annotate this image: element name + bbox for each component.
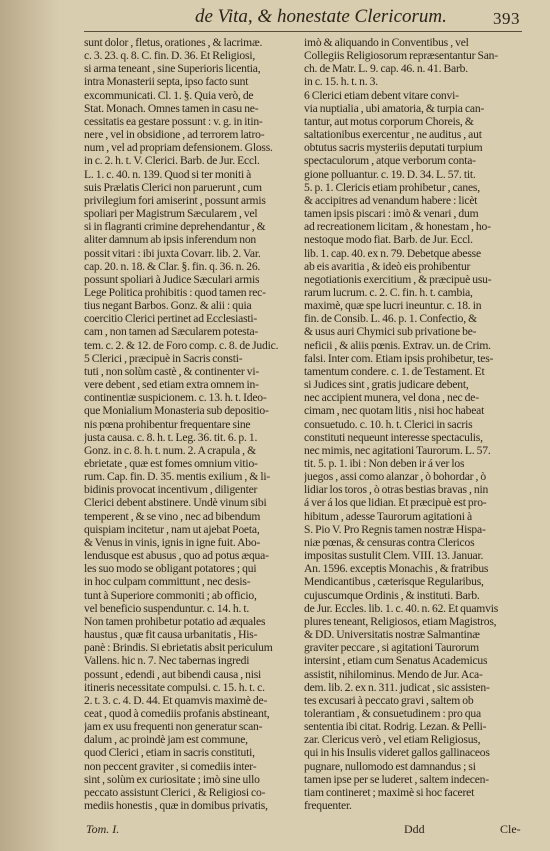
text-line: sententia ibi citat. Rodrig. Lezan. & Pelli- bbox=[304, 720, 487, 734]
text-line: Gonz. in c. 8. h. t. num. 2. A crapula , & bbox=[84, 443, 256, 457]
text-line: & DD. Universitatis nostræ Salmantinæ bbox=[304, 628, 480, 642]
text-line: si arma teneant , sine Superioris licentia, bbox=[84, 62, 261, 76]
text-line: tolerantiam , & consuetudinem : pro qua bbox=[304, 706, 481, 720]
text-line: vel beneficio suspenduntur. c. 14. h. t. bbox=[84, 601, 250, 615]
gutter-shadow bbox=[0, 0, 60, 851]
text-line: qui in his Insulis videret gallos gallinaceos bbox=[304, 746, 490, 760]
text-line: rum. Cap. fin. D. 35. mentis exilium , & li- bbox=[84, 470, 271, 484]
text-line: si Judices sint , gratis judicare debent, bbox=[304, 378, 469, 392]
text-line: juegos , assi como alanzar , ò bohordar , ò bbox=[304, 470, 487, 484]
text-line: quod Clerici , etiam in sacris constituti, bbox=[84, 746, 255, 760]
text-line: tius negant Barbos. Gonz. & alii : quia bbox=[84, 299, 252, 313]
text-line: in c. 2. h. t. V. Clerici. Barb. de Jur. Eccl. bbox=[84, 154, 260, 168]
text-line: nec accipient munera, vel dona , nec de- bbox=[304, 391, 479, 405]
text-line: niæ pœnas, & censuras contra Clericos bbox=[304, 535, 475, 549]
text-line: haustus , quæ fit causa urbanitatis , His- bbox=[84, 628, 258, 642]
text-line: tiam contineret ; maximè si hoc faceret bbox=[304, 785, 475, 799]
text-line: continentiæ suspicionem. c. 13. h. t. Ideo- bbox=[84, 391, 267, 405]
text-line: jam ex usu frequenti non generatur scan- bbox=[84, 720, 263, 734]
text-line: & Venus in vinis, ignis in igne fuit. Abo- bbox=[84, 535, 261, 549]
text-line: tamen ipsis piscari : imò & venari , dum bbox=[304, 207, 479, 221]
text-line: nis pœna prohibentur frequentare sine bbox=[84, 417, 251, 431]
text-line: panè : Brindis. Si ebrietatis absit periculum bbox=[84, 641, 273, 655]
text-line: constituti nequeunt interesse spectaculis, bbox=[304, 430, 483, 444]
text-line: privilegium fori amiserint , possunt armis bbox=[84, 193, 266, 207]
text-line: peccato assistunt Clerici , & Religiosi co- bbox=[84, 785, 266, 799]
text-line: maximè, quæ spe lucri ineuntur. c. 18. in bbox=[304, 299, 482, 313]
text-line: nere , vel in obsidione , ad terrorem latro- bbox=[84, 128, 265, 142]
text-line: nec mimis, nec agitationi Taurorum. L. 57. bbox=[304, 443, 491, 457]
text-line: via nuptialia , ubi amatoria, & turpia can- bbox=[304, 101, 485, 115]
text-line: hibitum , adesse Taurorum agitationi à bbox=[304, 509, 472, 523]
text-line: tantur, aut motus corporum Choreis, & bbox=[304, 114, 474, 128]
text-line: lib. 1. cap. 40. ex n. 79. Debetque abesse bbox=[304, 246, 481, 260]
header-rule bbox=[84, 31, 522, 32]
text-line: suis Prælatis Clerici non paruerunt , cum bbox=[84, 180, 262, 194]
text-line: tit. 5. p. 1. ibi : Non deben ir á ver los bbox=[304, 457, 465, 470]
text-line: possunt spoliari à Judice Sæculari armis bbox=[84, 272, 260, 286]
text-line: in c. 15. h. t. n. 3. bbox=[304, 75, 378, 89]
text-line: 2. t. 3. c. 4. D. 44. Et quamvis maximè de- bbox=[84, 693, 268, 707]
text-line: lidiar los toros , ò otras bestias bravas , nin bbox=[304, 483, 489, 497]
text-line: sint , solùm ex curiositate ; imò sine ullo bbox=[84, 772, 260, 786]
text-line: intra Monasterii septa, ipso facto sunt bbox=[84, 75, 249, 89]
text-line: intersint , etiam cum Senatus Academicus bbox=[304, 654, 488, 668]
text-line: les suo modo se obligant potatores ; qui bbox=[84, 562, 257, 576]
text-line: possit vitari : ibi juxta Covarr. lib. 2. Var. bbox=[84, 246, 261, 260]
catchword: Cle- bbox=[500, 822, 521, 836]
left-text-column bbox=[84, 36, 292, 812]
text-line: An. 1596. exceptis Monachis , & fratribus bbox=[304, 562, 489, 576]
text-line: ad recreationem licitam , & honestam , ho- bbox=[304, 220, 491, 234]
text-line: itineris necessitate compulsi. c. 15. h. t. c. bbox=[84, 680, 265, 694]
text-line: excommunicati. Cl. 1. §. Quia verò, de bbox=[84, 88, 254, 102]
text-line: tes excusari à peccato gravi , saltem ob bbox=[304, 693, 474, 707]
text-line: justa causa. c. 8. h. t. Leg. 36. tit. 6. p. 1. bbox=[84, 430, 258, 444]
text-line: Mendicantibus , cæterisque Regularibus, bbox=[304, 575, 484, 589]
text-line: coercitio Clerici pertinet ad Ecclesiasti- bbox=[84, 312, 258, 326]
text-line: c. 3. 23. q. 8. C. fin. D. 36. Et Religiosi, bbox=[84, 49, 256, 63]
text-line: Clerici debent abstinere. Undè vinum sibi bbox=[84, 496, 267, 510]
text-line: graviter peccare , si agitationi Taurorum bbox=[304, 641, 479, 655]
volume-mark: Tom. I. bbox=[86, 822, 120, 836]
text-line: ebrietate , quæ est fomes omnium vitio- bbox=[84, 457, 258, 470]
text-line: cujuscumque Ordinis , & instituti. Barb. bbox=[304, 588, 480, 602]
text-line: de Jur. Eccles. lib. 1. c. 40. n. 62. Et quamvis bbox=[304, 601, 499, 615]
text-line: & accipitres ad venandum habere : licèt bbox=[304, 193, 478, 207]
text-line: tuti , non solùm castè , & continenter vi- bbox=[84, 364, 259, 378]
text-line: possunt , edendi , aut bibendi causa , nisi bbox=[84, 667, 262, 681]
page-footer bbox=[0, 822, 550, 842]
text-line: & usus auri Chymici sub privatione be- bbox=[304, 325, 477, 339]
text-line: impositas sustulit Clem. VIII. 13. Januar. bbox=[304, 549, 484, 563]
text-line: fin. de Consib. L. 46. p. 1. Confectio, & bbox=[304, 312, 477, 326]
text-line: á ver á los que lidian. Et præcipuè est pro- bbox=[304, 496, 487, 510]
text-line: plures teneant, Religiosos, etiam Magistros, bbox=[304, 614, 497, 628]
text-line: tamen ipse per se luderet , saltem indecen- bbox=[304, 772, 489, 786]
text-line: ch. de Matr. L. 9. cap. 46. n. 41. Barb. bbox=[304, 62, 468, 76]
text-line: 6 Clerici etiam debent vitare convi- bbox=[304, 88, 459, 102]
signature-mark: Ddd bbox=[404, 822, 425, 836]
text-line: dalum , ac proindè jam est commune, bbox=[84, 733, 248, 747]
text-line: pugnare, nullomodo est damnandus ; si bbox=[304, 759, 476, 773]
text-line: rarum lucrum. c. 2. C. fin. h. t. cambia, bbox=[304, 285, 473, 299]
text-line: bidinis provocat incentivum , diligenter bbox=[84, 483, 258, 497]
text-line: tamentum condere. c. 1. de Testament. Et bbox=[304, 364, 485, 378]
text-line: in hoc culpam committunt , nec desis- bbox=[84, 575, 251, 589]
text-line: Non tamen prohibetur potatio ad æquales bbox=[84, 614, 266, 628]
text-line: neficii , & aliis pœnis. Extrav. un. de Crim. bbox=[304, 338, 491, 352]
text-line: aliter damnum ab ipsis inferendum non bbox=[84, 233, 257, 247]
text-line: falsi. Inter com. Etiam ipsis prohibetur, tes- bbox=[304, 351, 494, 365]
text-line: imò & aliquando in Conventibus , vel bbox=[304, 36, 469, 49]
text-line: non peccent graviter , si comediis inter- bbox=[84, 759, 257, 773]
text-line: dem. lib. 2. ex n. 311. judicat , sic assisten- bbox=[304, 680, 490, 694]
text-line: negotiationis exercitium , & præcipuè usu- bbox=[304, 272, 492, 286]
text-line: S. Pio V. Pro Regnis tamen nostræ Hispa- bbox=[304, 522, 486, 536]
text-line: cam , non tamen ad Sæcularem potesta- bbox=[84, 325, 259, 339]
text-line: tunt à Superiore commoniti ; ab officio, bbox=[84, 588, 257, 602]
running-title: de Vita, & honestate Clericorum. bbox=[195, 6, 447, 27]
text-line: cimam , nec quotam litis , nisi hoc habeat bbox=[304, 404, 485, 418]
text-line: spectaculorum , atque verborum conta- bbox=[304, 154, 476, 168]
text-line: Collegiis Religiosorum repræsentantur San- bbox=[304, 49, 498, 63]
text-line: num , vel ad propriam defensionem. Gloss. bbox=[84, 141, 273, 155]
text-line: Stat. Monach. Omnes tamen in casu ne- bbox=[84, 101, 259, 115]
text-line: cessitatis ea gestare possunt : v. g. in itin- bbox=[84, 114, 263, 128]
page-header bbox=[0, 3, 550, 33]
text-line: tem. c. 2. & 12. de Foro comp. c. 8. de Judic. bbox=[84, 338, 279, 352]
text-line: quispiam incitetur , nam ut ajebat Poeta, bbox=[84, 522, 260, 536]
text-line: ab eis avaritia , & ideò eis prohibentur bbox=[304, 259, 471, 273]
text-line: 5 Clerici , præcipuè in Sacris consti- bbox=[84, 351, 243, 365]
text-line: mediis honestis , quæ in domibus privatis, bbox=[84, 799, 268, 813]
text-line: lendusque est abusus , quo ad potus æqua- bbox=[84, 549, 269, 563]
text-line: consuetudo. c. 10. h. t. Clerici in sacris bbox=[304, 417, 473, 431]
page-number: 393 bbox=[493, 9, 520, 28]
text-line: vere debent , sed etiam extra omnem in- bbox=[84, 378, 259, 392]
text-line: Vallens. hic n. 7. Nec tabernas ingredi bbox=[84, 654, 250, 668]
text-line: frequenter. bbox=[304, 799, 352, 813]
right-text-column bbox=[304, 36, 520, 812]
text-line: que Monialium Monasteria sub depositio- bbox=[84, 404, 269, 418]
text-line: Lege Politica prohibitis : quod tamen rec- bbox=[84, 285, 266, 299]
text-line: temperent , & se vino , nec ad bibendum bbox=[84, 509, 261, 523]
text-line: saltationibus exercentur , ne auditus , aut bbox=[304, 128, 482, 142]
text-line: 5. p. 1. Clericis etiam prohibetur , canes, bbox=[304, 180, 480, 194]
text-line: spoliari per Magistrum Sæcularem , vel bbox=[84, 207, 258, 221]
text-line: ceat , quod à comediis profanis abstineant, bbox=[84, 706, 270, 720]
text-line: zar. Clericus verò , vel etiam Religiosus, bbox=[304, 733, 481, 747]
text-line: si in flagranti crimine deprehendantur , & bbox=[84, 220, 266, 234]
text-line: sunt dolor , fletus, orationes , & lacrimæ. bbox=[84, 36, 263, 49]
text-line: gione polluantur. c. 19. D. 34. L. 57. tit. bbox=[304, 167, 476, 181]
text-line: L. 1. c. 40. n. 139. Quod si ter moniti à bbox=[84, 167, 252, 181]
text-line: obtutus sacris mysteriis deputati turpium bbox=[304, 141, 483, 155]
text-line: assistit, nihilominus. Mendo de Jur. Aca- bbox=[304, 667, 483, 681]
text-line: nestoque modo fiat. Barb. de Jur. Eccl. bbox=[304, 233, 473, 247]
text-line: cap. 20. n. 18. & Clar. §. fin. q. 36. n. 26. bbox=[84, 259, 261, 273]
